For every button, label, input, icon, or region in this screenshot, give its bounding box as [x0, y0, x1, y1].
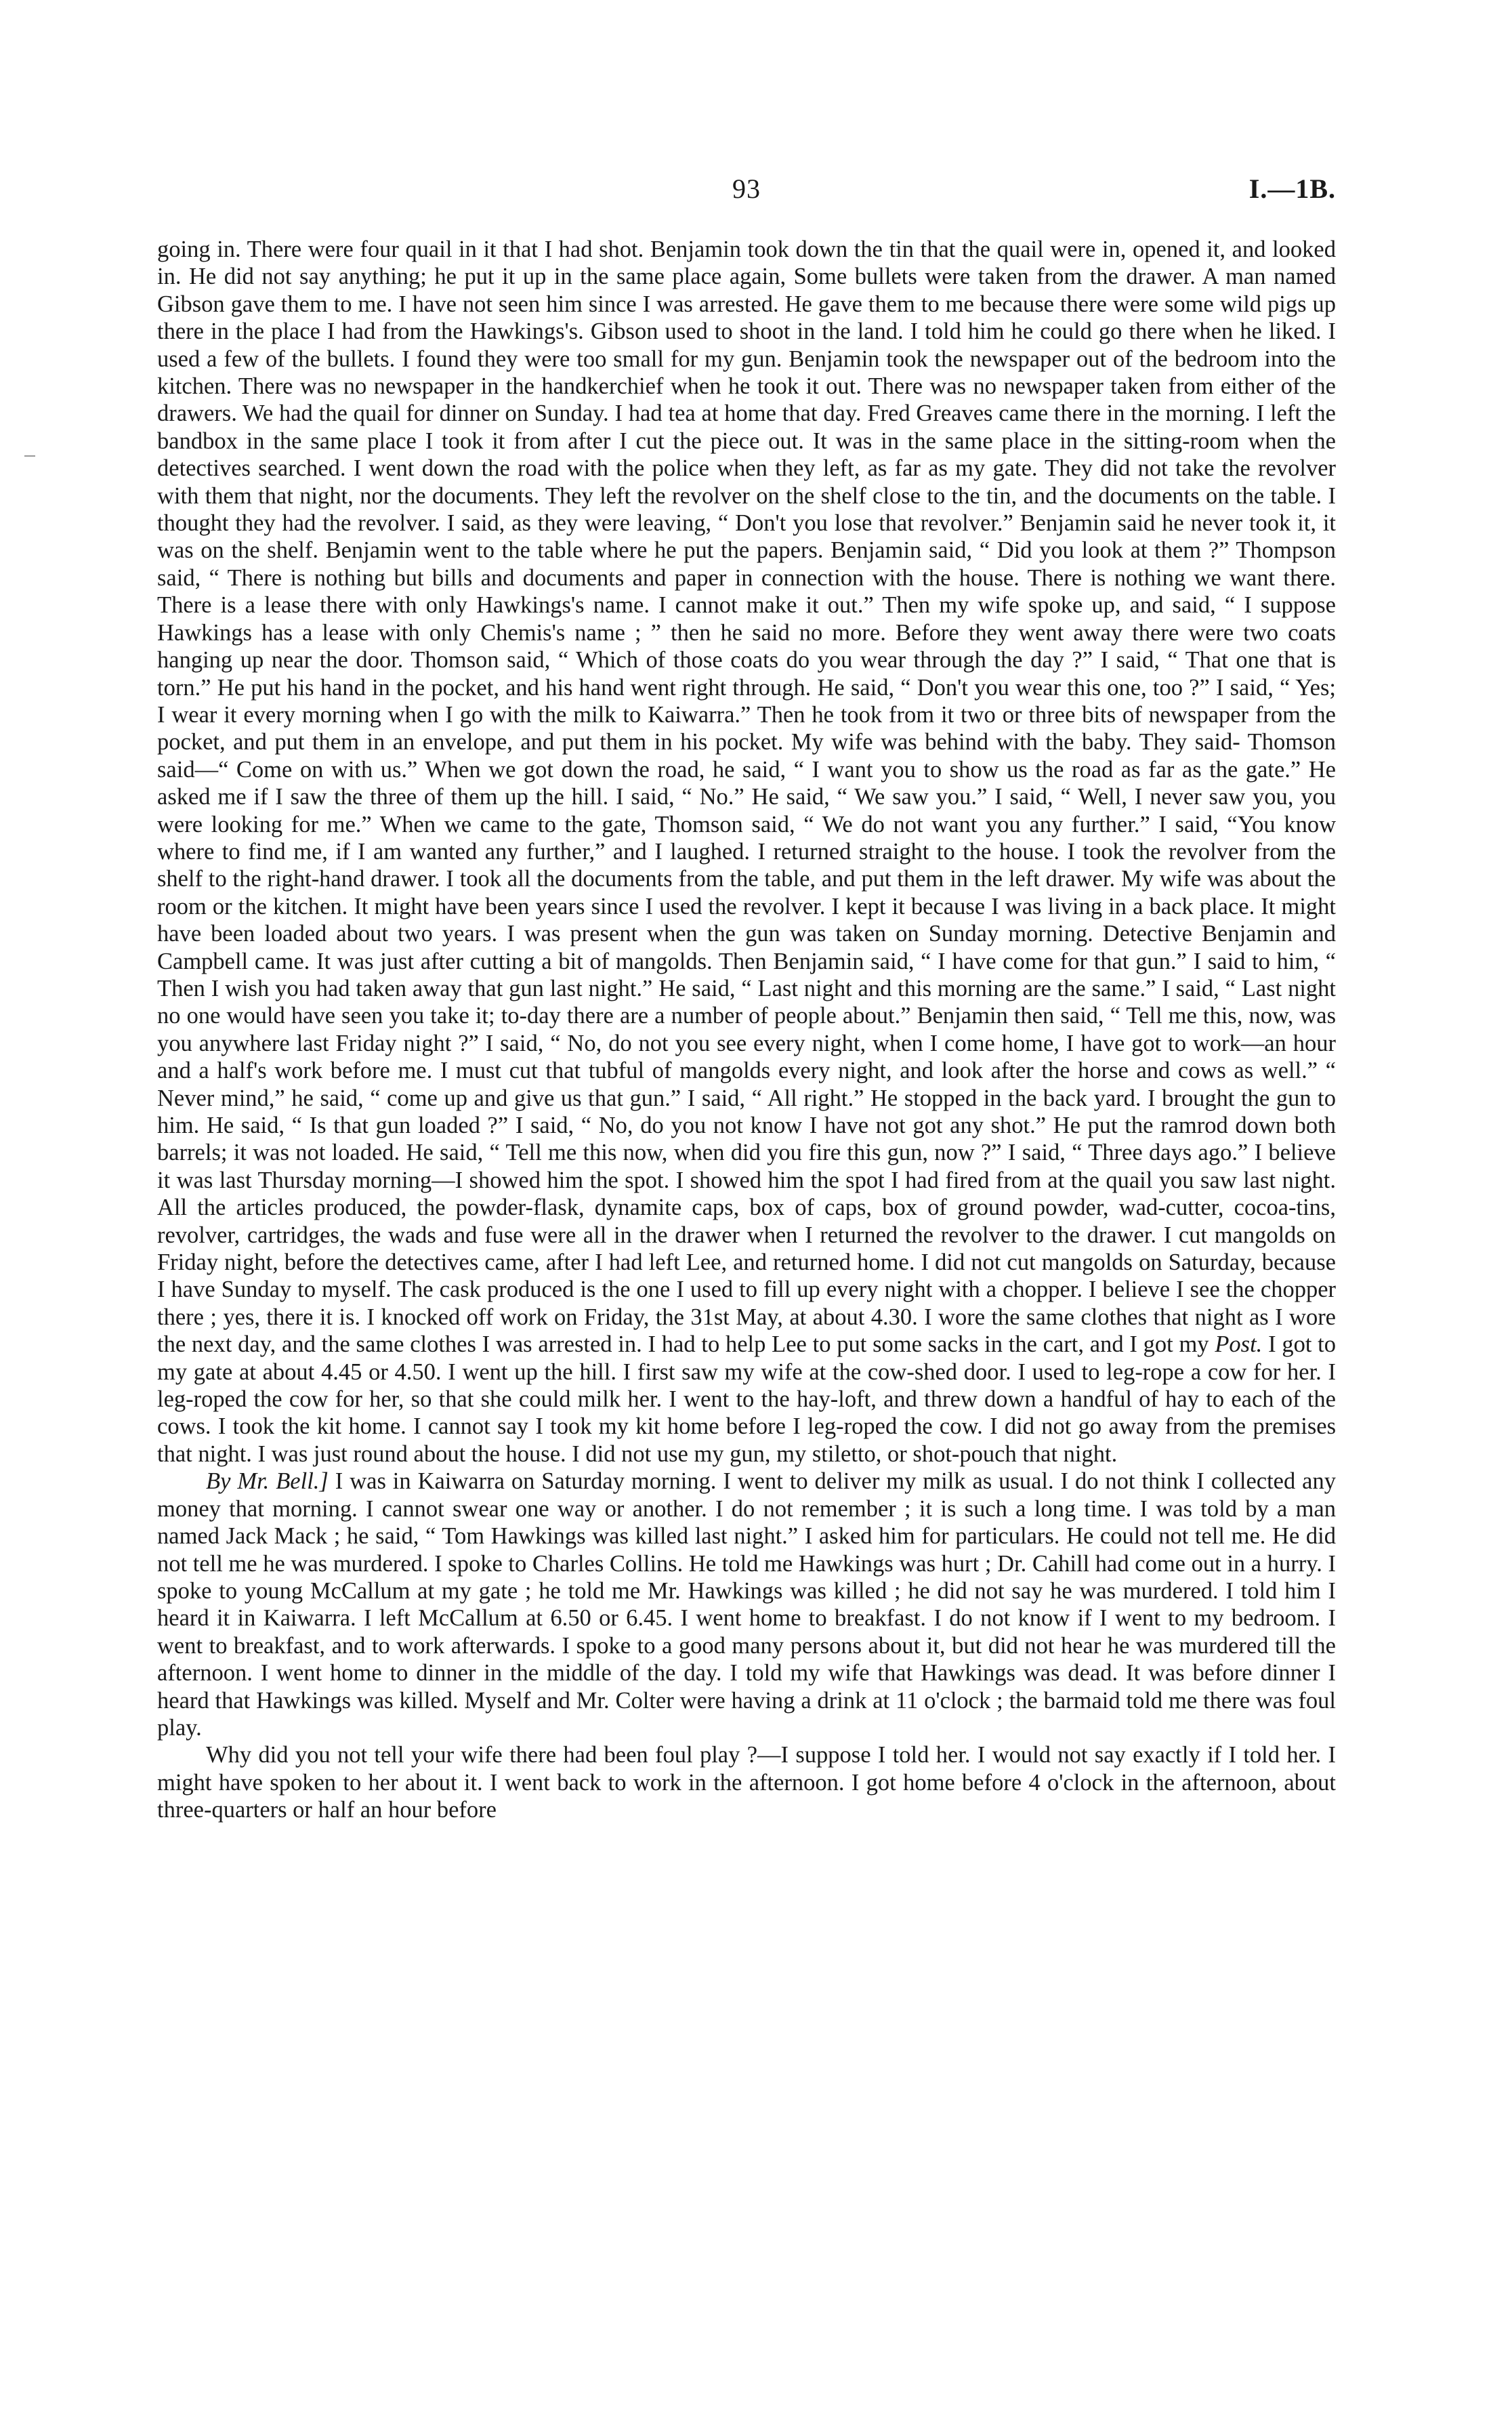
- paragraph-testimony: [157, 236, 1336, 1468]
- paragraph-text: going in. There were four quail in it that I had shot. Benjamin took down the tin that the quail were in, opened it, and looked in. He did not say anything; he put it up in the same place again, Some bullets were taken from the drawer. A man named Gibson gave them to me. I have not seen him since I was arrested. He gave them to me because there were some wild pigs up there in the place I had from the Hawkings's. Gibson used to shoot in the land. I told him he could go there when he liked. I used a few of the bullets. I found they were too small for my gun. Benjamin took the newspaper out of the bedroom into the kitchen. There was no newspaper in the handkerchief when he took it out. There was no newspaper taken from either of the drawers. We had the quail for dinner on Sunday. I had tea at home that day. Fred Greaves came there in the morning. I left the bandbox in the same place I took it from after I cut the piece out. It was in the same place in the sitting-room when the detectives searched. I went down the road with the police when they left, as far as my gate. They did not take the revolver with them that night, nor the documents. They left the revolver on the shelf close to the tin, and the documents on the table. I thought they had the revolver. I said, as they were leaving, “ Don't you lose that revolver.” Benjamin said he never took it, it was on the shelf. Benjamin went to the table where he put the papers. Benjamin said, “ Did you look at them ?” Thompson said, “ There is nothing but bills and documents and paper in connection with the house. There is nothing we want there. There is a lease there with only Hawkings's name. I cannot make it out.” Then my wife spoke up, and said, “ I suppose Hawkings has a lease with only Chemis's name ; ” then he said no more. Before they went away there were two coats hanging up near the door. Thomson said, “ Which of those coats do you wear through the day ?” I said, “ That one that is torn.” He put his hand in the pocket, and his hand went right through. He said, “ Don't you wear this one, too ?” I said, “ Yes; I wear it every morning when I go with the milk to Kaiwarra.” Then he took from it two or three bits of newspaper from the pocket, and put them in an envelope, and put them in his pocket. My wife was behind with the baby. They said- Thomson said—“ Come on with us.” When we got down the road, he said, “ I want you to show us the road as far as the gate.” He asked me if I saw the three of them up the hill. I said, “ No.” He said, “ We saw you.” I said, “ Well, I never saw you, you were looking for me.” When we came to the gate, Thomson said, “ We do not want you any further.” I said, “You know where to find me, if I am wanted any further,” and I laughed. I returned straight to the house. I took the revolver from the shelf to the right-hand drawer. I took all the documents from the table, and put them in the left drawer. My wife was about the room or the kitchen. It might have been years since I used the revolver. I kept it because I was living in a back place. It might have been loaded about two years. I was present when the gun was taken on Sunday morning. Detective Benjamin and Campbell came. It was just after cutting a bit of mangolds. Then Benjamin said, “ I have come for that gun.” I said to him, “ Then I wish you had taken away that gun last night.” He said, “ Last night and this morning are the same.” I said, “ Last night no one would have seen you take it; to-day there are a number of people about.” Benjamin then said, “ Tell me this, now, was you anywhere last Friday night ?” I said, “ No, do not you see every night, when I come home, I have got to work—an hour and a half's work before me. I must cut that tubful of mangolds every night, and look after the horse and cows as well.” “ Never mind,” he said, “ come up and give us that gun.” I said, “ All right.” He stopped in the back yard. I brought the gun to him. He said, “ Is that gun loaded ?” I said, “ No, do you not know I have not got any shot.” He put the ramrod down both barrels; it was not loaded. He said, “ Tell me this now, when did you fire this gun, now ?” I said, “ Three days ago.” I believe it was last Thursday morning—I showed him the spot. I showed him the spot I had fired from at the quail you saw last night. All the articles produced, the powder-flask, dynamite caps, box of caps, box of ground powder, wad-cutter, cocoa-tins, revolver, cartridges, the wads and fuse were all in the drawer when I returned the revolver to the drawer. I cut mangolds on Friday night, before the detectives came, after I had left Lee, and returned home. I did not cut mangolds on Saturday, because I have Sunday to myself. The cask produced is the one I used to fill up every night with a chopper. I believe I see the chopper there ; yes, there it is. I knocked off work on Friday, the 31st May, at about 4.30. I wore the same clothes that night as I wore the next day, and the same clothes I was arrested in. I had to help Lee to put some sacks in the cart, and I got my: [157, 236, 1336, 1358]
- page-number: 93: [732, 173, 761, 204]
- margin-mark: [24, 455, 35, 457]
- document-reference: I.—1B.: [1248, 173, 1336, 204]
- paragraph-text: I was in Kaiwarra on Saturday morning. I went to deliver my milk as usual. I do not think I collected any money that morning. I cannot swear one way or another. I do not remember ; it is such a long time. I was told by a man named Jack Mack ; he said, “ Tom Hawkings was killed last night.” I asked him for particulars. He could not tell me. He did not tell me he was murdered. I spoke to Charles Collins. He told me Hawkings was hurt ; Dr. Cahill had come out in a hurry. I spoke to young McCallum at my gate ; he told me Mr. Hawkings was killed ; he did not say he was murdered. I told him I heard it in Kaiwarra. I left McCallum at 6.50 or 6.45. I went home to breakfast. I do not know if I went to my bedroom. I went to breakfast, and to work afterwards. I spoke to a good many persons about it, but did not hear he was murdered till the afternoon. I went home to dinner in the middle of the day. I told my wife that Hawkings was dead. It was before dinner I heard that Hawkings was killed. Myself and Mr. Colter were having a drink at 11 o'clock ; the barmaid told me there was foul play.: [157, 1468, 1336, 1741]
- paragraph-text: Why did you not tell your wife there had been foul play ?—I suppose I told her. I would not say exactly if I told her. I might have spoken to her about it. I went back to work in the afternoon. I got home before 4 o'clock in the afternoon, about three-quarters or half an hour before: [157, 1742, 1336, 1823]
- body-text: [157, 236, 1336, 1824]
- paragraph-question: [157, 1741, 1336, 1823]
- newspaper-title: Post.: [1215, 1331, 1263, 1358]
- paragraph-cross-examination: [157, 1468, 1336, 1741]
- page-header: [157, 173, 1336, 213]
- paragraph-text-end: I got to my gate at about 4.45 or 4.50. I went up the hill. I first saw my wife at the cow-shed door. I used to leg-rope a cow for her. I leg-roped the cow for her, so that she could milk her. I went to the hay-loft, and threw down a handful of hay to each of the cows. I took the kit home. I cannot say I took my kit home before I leg-roped the cow. I did not go away from the premises that night. I was just round about the house. I did not use my gun, my stiletto, or shot-pouch that night.: [157, 1331, 1337, 1467]
- examiner-lead: By Mr. Bell.]: [206, 1468, 329, 1495]
